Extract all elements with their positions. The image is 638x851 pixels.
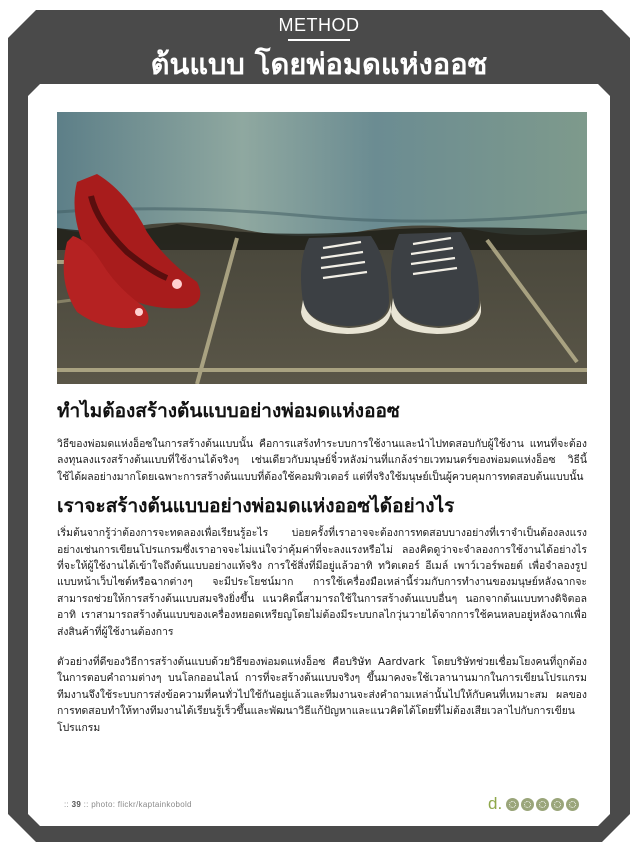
brand-circle-icon — [506, 798, 519, 811]
page-header — [0, 14, 638, 83]
page-title: ต้นแบบ โดยพ่อมดแห่งออซ — [150, 47, 488, 81]
section1-paragraph: วิธีของพ่อมดแห่งอ็อซในการสร้างต้นแบบนั้น คือการแสร้งทำระบบการใช้งานและนำไปทดสอบกับผู้ใช้งาน แทนที่จะต้องลงทุนลงแรงสร้างต้นแบบที่ใช้งานได้จริงๆ เช่นเดียวกับมนุษย์จิ๋วหลังม่านที่แกล้งร่ายเวทมนตร์ของพ่อมดแห่งอ็อซ วิธีนี้ใช้ได้ผลอย่างมากโดยเฉพาะการสร้างต้นแบบที่ต้องใช้คอมพิวเตอร์ แต่ที่จริงใช้มนุษย์เป็นผู้ควบคุมการทดสอบต้นแบบนั้น — [57, 438, 587, 483]
section2-paragraph-2: ตัวอย่างที่ดีของวิธีการสร้างต้นแบบด้วยวิธีของพ่อมดแห่งอ็อซ คือบริษัท Aardvark โดยบริษัทช่วยเชื่อมโยงคนที่ถูกต้องในการตอบคำถามต่างๆ บนโลกออนไลน์ การที่จะสร้างต้นแบบจริงๆ ขึ้นมาคงจะใช้เวลานานมากในการเขียนโปรแกรม ทีมงานจึงใช้ระบบการส่งข้อความที่คนทั่วไปใช้กันอยู่แล้วและทีมงานจะส่งคำถามเหล่านั้นไปให้กับคนที่เหมาะสม ผลของการทดสอบทำให้ทางทีมงานได้เรียนรู้เร็วขึ้นและพัฒนาวิธีแก้ปัญหาและแนวคิดได้โดยที่ไม่ต้องเสียเวลาไปกับการเขียนโปรแกรม — [57, 656, 587, 734]
article-body — [57, 396, 587, 736]
section-kicker: METHOD — [278, 15, 360, 35]
page-footer — [64, 800, 192, 809]
brand-logo — [488, 794, 579, 814]
footer-prefix: :: — [64, 800, 70, 809]
section2-heading: เราจะสร้างต้นแบบอย่างพ่อมดแห่งออซได้อย่างไร — [57, 495, 455, 518]
brand-circle-icon — [566, 798, 579, 811]
page-number: 39 — [71, 800, 82, 809]
footer-separator: :: — [83, 800, 89, 809]
kicker-divider — [288, 39, 350, 41]
section2-paragraph-1: เริ่มต้นจากรู้ว่าต้องการจะทดลองเพื่อเรียนรู้อะไร บ่อยครั้งที่เราอาจจะต้องการทดสอบบางอย่างที่เราจำเป็นต้องลงแรงอย่างเช่นการเขียนโปรแกรมซึ่งเราอาจจะไม่แน่ใจว่าคุ้มค่าที่จะลงแรงหรือไม่ ลองคิดดูว่าจะจำลองการใช้งานได้อย่างไรที่จะให้ผู้ใช้งานได้เข้าใจถึงต้นแบบอย่างแท้จริง การใช้สิ่งที่มีอยู่แล้วอาทิ ทวิตเตอร์ อีเมล์ เพาว์เวอร์พอยต์ เพื่อจำลองรูปแบบหน้าเว็บไซต์หรือฉากต่างๆ จะมีประโยชน์มาก การใช้เครื่องมือเหล่านี้ร่วมกับการทำงานของมนุษย์หลังฉากจะสามารถช่วยให้การสร้างต้นแบบสมจริงยิ่งขึ้น แนวคิดนี้สามารถใช้ในการสร้างต้นแบบอื่นๆ นอกจากต้นแบบทางดิจิตอล อาทิ เราสามารถสร้างต้นแบบของเครื่องหยอดเหรียญโดยไม่ต้องมีระบบกลไกวุ่นวายได้จากการใช้คนหลบอยู่หลังฉากเพื่อส่งสินค้าที่ผู้ใช้งานต้องการ — [57, 527, 587, 638]
brand-letter: d. — [488, 794, 503, 813]
brand-circle-icon — [521, 798, 534, 811]
shoes-photo — [57, 112, 587, 384]
shoes-photo-illustration — [57, 112, 587, 384]
brand-circle-icon — [551, 798, 564, 811]
section1-heading: ทำไมต้องสร้างต้นแบบอย่างพ่อมดแห่งออซ — [57, 400, 400, 422]
photo-credit: photo: flickr/kaptainkobold — [91, 800, 192, 809]
brand-circle-icon — [536, 798, 549, 811]
